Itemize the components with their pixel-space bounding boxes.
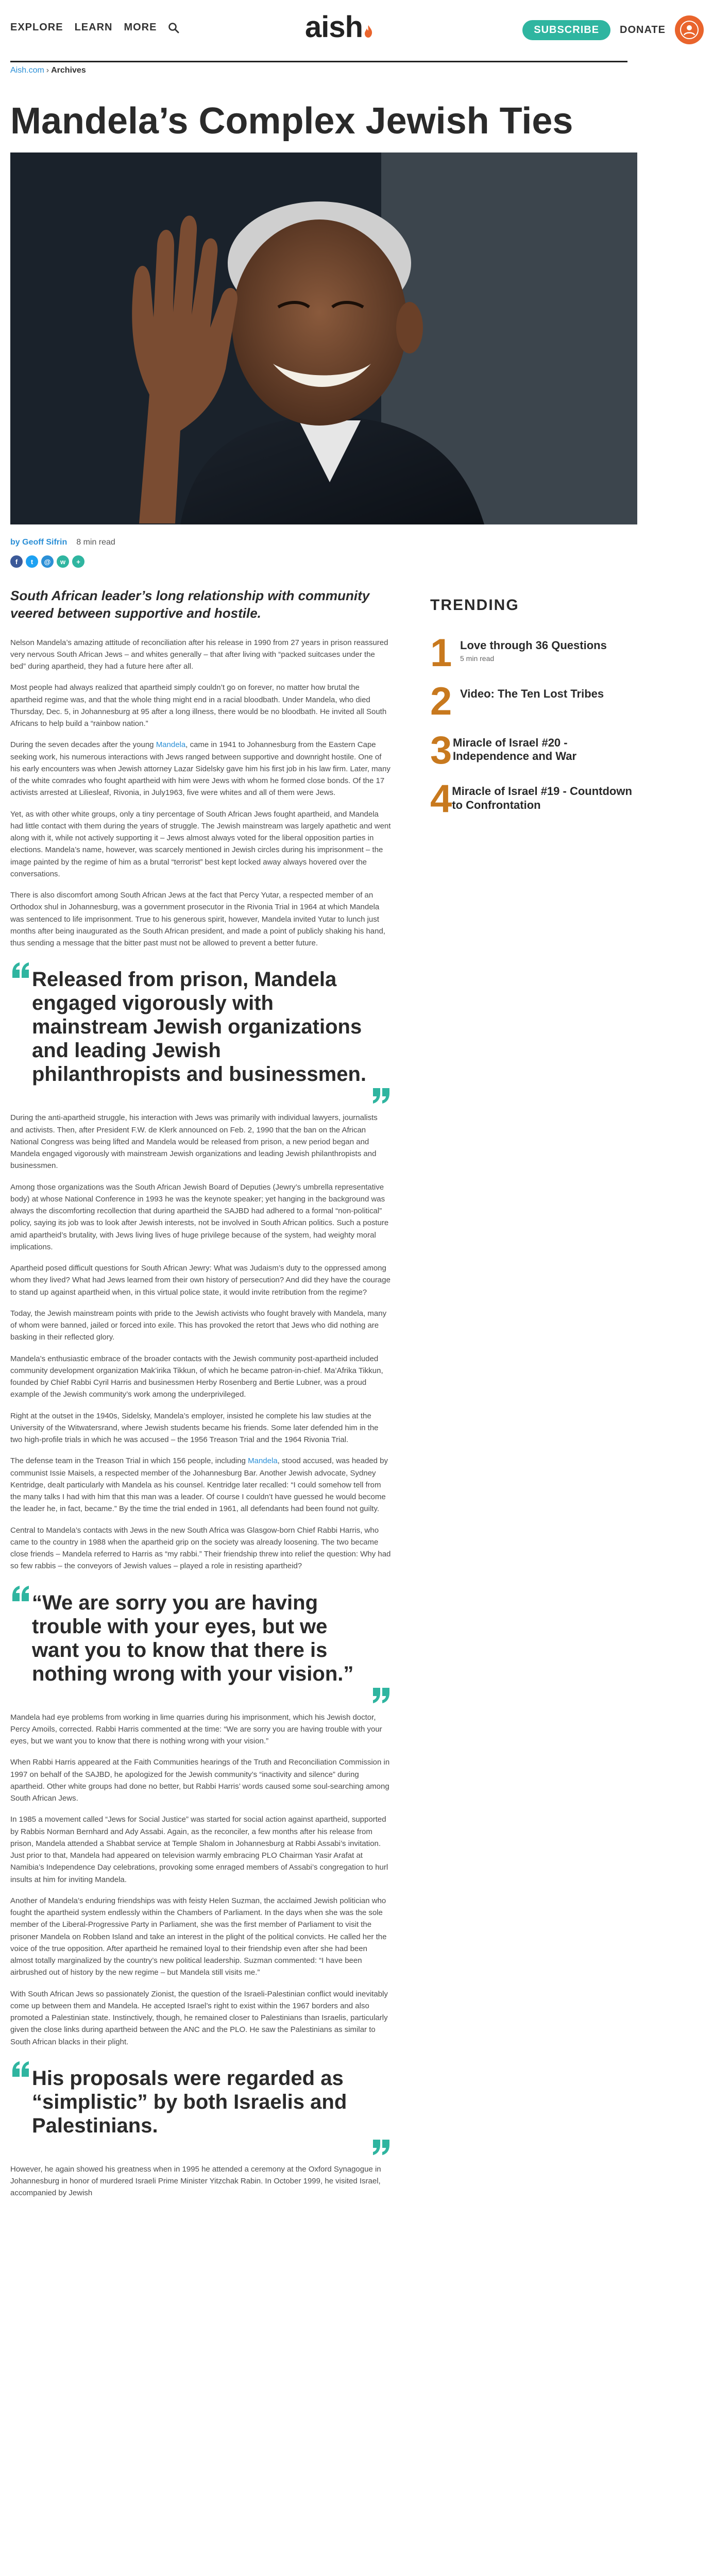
paragraph: Mandela’s enthusiastic embrace of the broader contacts with the Jewish community post-apartheid included community development organization Mak’irika Tikkun, of which he became patron-in-chief. Ma’Afrika Tikkun, founded by Chief Rabbi Cyril Harris and businessmen Herby Rosenberg and Bertie Lubner, was a proud example of the Jewish community’s work among the underprivileged. bbox=[10, 1354, 383, 1399]
trending-number: 2 bbox=[430, 680, 452, 724]
site-logo[interactable] bbox=[280, 11, 398, 42]
header-actions bbox=[522, 15, 704, 44]
share-buttons bbox=[10, 555, 84, 568]
quote-close-icon bbox=[371, 1085, 392, 1106]
paragraph: In 1985 a movement called “Jews for Social Justice” was started for social action against apartheid, supported by Rabbis Norman Bernhard and Ady Assabi. Again, as the reconciler, a few months after his release from prison, Mandela attended a Shabbat service at Temple Shalom in Johannesburg at Rabbi Assabi’s invitation. Just prior to that, Mandela had appeared on television warmly embracing PLO Chairman Yasir Arafat at Namibia’s Independence Day celebrations, provoking some enraged members of Assabi’s congregation to hurl insults at him for inviting Mandela. bbox=[10, 1815, 388, 1884]
trending-sidebar bbox=[430, 597, 636, 831]
nav-learn[interactable]: LEARN bbox=[74, 22, 113, 33]
whatsapp-icon[interactable]: w bbox=[57, 555, 69, 568]
breadcrumb bbox=[10, 66, 86, 75]
header-divider bbox=[10, 61, 627, 62]
trending-body bbox=[460, 636, 607, 663]
paragraph: With South African Jews so passionately Zionist, the question of the Israeli-Palestinian conflict would inevitably come up between them and Mandela. He accepted Israel’s right to exist within the 1967 borders and also promoted a Palestinian state. Instinctively, though, he remained closer to Palestinians than Israelis, particularly given the close links during apartheid between the ANC and the PLO. He saw the Palestinians as similar to South African blacks in their plight. bbox=[10, 1989, 388, 2046]
quote-close-icon bbox=[371, 2137, 392, 2157]
paragraph: Mandela had eye problems from working in lime quarries during his imprisonment, which his Jewish doctor, Percy Amoils, corrected. Rabbi Harris commented at the time: “We are sorry you are having trouble with your eyes, but we want you to know that there is nothing wrong with your vision.” bbox=[10, 1713, 382, 1746]
trending-number: 3 bbox=[430, 728, 452, 772]
mandela-link[interactable]: Mandela bbox=[156, 740, 186, 750]
trending-item[interactable] bbox=[430, 680, 636, 724]
trending-item-title[interactable]: Miracle of Israel #19 - Countdown to Confrontation bbox=[452, 785, 632, 811]
breadcrumb-current[interactable]: Archives bbox=[51, 66, 86, 75]
author-link[interactable]: by Geoff Sifrin bbox=[10, 538, 67, 547]
paragraph bbox=[10, 739, 392, 799]
trending-number: 4 bbox=[430, 777, 452, 821]
hero-photo-illustration bbox=[10, 152, 637, 524]
search-icon[interactable] bbox=[168, 22, 179, 33]
paragraph-text: , stood accused, was headed by communist Issie Maisels, a respected member of the Johannesburg Bar. Another Jewish advocate, Sydney Kentridge, dealt particularly with Mandela as his counsel. Kentridge later recalled: “I could somehow tell from the many talks I had with him that this man was a leader. Of course I couldn’t have guessed he would become the leader he, in fact, became.” By the time the trial ended in 1961, all defendants had been found not guilty. bbox=[10, 1456, 388, 1514]
paragraph: Central to Mandela’s contacts with Jews in the new South Africa was Glasgow-born Chief Rabbi Harris, who came to the country in 1988 when the apartheid grip on the society was already loosening. The two became close friends – Mandela referred to Harris as “my rabbi.” Their friendship threw into relief the question: Why had so few rabbis – the conveyors of Jewish values – played a role in resisting apartheid? bbox=[10, 1526, 391, 1571]
trending-number: 1 bbox=[430, 631, 452, 675]
paragraph-text: The defense team in the Treason Trial in which 156 people, including bbox=[10, 1456, 248, 1466]
pull-quote-text: His proposals were regarded as “simplistic” by both Israelis and Palestinians. bbox=[32, 2066, 347, 2137]
trending-body bbox=[460, 684, 604, 701]
paragraph: When Rabbi Harris appeared at the Faith Communities hearings of the Truth and Reconciliation Commission in 1997 on behalf of the SAJBD, he apologized for the Jewish community’s “inactivity and silence” during apartheid. Other white groups had done no better, but Rabbi Harris’ words caused some soul-searching among South African Jews. bbox=[10, 1758, 390, 1803]
subscribe-button[interactable]: SUBSCRIBE bbox=[522, 20, 610, 40]
flame-icon bbox=[364, 25, 373, 38]
site-header bbox=[0, 0, 713, 52]
nav-explore[interactable]: EXPLORE bbox=[10, 22, 63, 33]
paragraph: Today, the Jewish mainstream points with pride to the Jewish activists who fought bravely with Mandela, many of whom were banned, jailed or forced into exile. This has provoked the retort that Jews who did nothing are basking in their reflected glory. bbox=[10, 1309, 387, 1342]
byline bbox=[10, 538, 115, 547]
quote-open-icon bbox=[10, 1584, 31, 1604]
paragraph bbox=[10, 1455, 392, 1515]
pull-quote bbox=[10, 1584, 392, 1693]
paragraph: Among those organizations was the South African Jewish Board of Deputies (Jewry’s umbrella representative body) at whose National Conference in 1993 he was the keynote speaker; yet hanging in the background was always the discomforting recollection that during apartheid the SAJBD had adhered to a formal “non-political” policy, saying its job was to look after Jewish interests, not be involved in South African politics. Such a posture amid apartheid’s brutality, with Jews living lives of huge privilege because of the system, had weighty moral implications. bbox=[10, 1182, 389, 1251]
hero-image bbox=[10, 152, 637, 524]
pull-quote bbox=[10, 960, 392, 1093]
quote-close-icon bbox=[371, 1685, 392, 1705]
twitter-icon[interactable]: t bbox=[26, 555, 38, 568]
trending-item[interactable] bbox=[430, 728, 636, 772]
paragraph: Apartheid posed difficult questions for South African Jewry: What was Judaism’s duty to the oppressed among whom they lived? What had Jews learned from their own history of persecution? And did they have the courage to stand up against apartheid when, in this virtual police state, it would invite retribution from the regime? bbox=[10, 1264, 391, 1297]
nav-more[interactable]: MORE bbox=[124, 22, 157, 33]
breadcrumb-home[interactable]: Aish.com bbox=[10, 66, 44, 75]
trending-item[interactable] bbox=[430, 631, 636, 675]
quote-open-icon bbox=[10, 2059, 31, 2080]
paragraph-text: , came in 1941 to Johannesburg from the Eastern Cape seeking work, his numerous interactions with Jews ranged between supportive and downright hostile. One of his early encounters was when Jewish attorney Lazar Sidelsky gave him his first job in his law firm. Later, many of the white comrades who fought apartheid with him were Jews with whom he formed close bonds. Of the 17 activists arrested at Liliesleaf, Rivonia, in July1963, five were whites and all of them were Jews. bbox=[10, 740, 391, 798]
paragraph: Another of Mandela’s enduring friendships was with feisty Helen Suzman, the acclaimed Jewish politician who fought the apartheid system endlessly within the Chambers of Parliament. In the days when she was the sole member of the Liberal-Progressive Party in Parliament, she was the first member of Parliament to visit the prisoner Mandela on Robben Island and take an interest in the plight of the political convicts. He called her the voice of the true opposition. After apartheid he remained loyal to their friendship even after she had been almost totally marginalized by the country’s new political leadership. Suzman commented: “I have been airbrushed out of history by the new regime – but Mandela still visits me.” bbox=[10, 1896, 387, 1977]
trending-item-title[interactable]: Miracle of Israel #20 - Independence and War bbox=[453, 736, 577, 763]
logo-text: aish bbox=[304, 10, 363, 44]
donate-link[interactable]: DONATE bbox=[620, 24, 666, 36]
mandela-link[interactable]: Mandela bbox=[248, 1456, 278, 1466]
pull-quote-text: Released from prison, Mandela engaged vigorously with mainstream Jewish organizations and leading Jewish philanthropists and businessmen. bbox=[32, 968, 366, 1086]
paragraph: Nelson Mandela’s amazing attitude of reconciliation after his release in 1990 from 27 years in prison reassured very nervous South African Jews – and whites generally – that after living with “packed suitcases under the bed” during apartheid, they had a future here after all. bbox=[10, 638, 388, 671]
quote-open-icon bbox=[10, 960, 31, 981]
trending-item[interactable] bbox=[430, 777, 636, 821]
trending-title: TRENDING bbox=[430, 597, 519, 614]
trending-item-title[interactable]: Video: The Ten Lost Tribes bbox=[460, 687, 604, 701]
page-title: Mandela’s Complex Jewish Ties bbox=[10, 100, 573, 142]
pull-quote-text: “We are sorry you are having trouble with your eyes, but we want you to know that there is nothing wrong with your vision.” bbox=[32, 1591, 354, 1685]
paragraph-text: During the seven decades after the young bbox=[10, 740, 156, 750]
trending-item-title[interactable]: Love through 36 Questions bbox=[460, 639, 607, 652]
paragraph: However, he again showed his greatness when in 1995 he attended a ceremony at the Oxford Synagogue in Johannesburg in honor of murdered Israeli Prime Minister Yitzchak Rabin. In October 1999, he visited Israel, accompanied by Jewish bbox=[10, 2164, 381, 2198]
paragraph: During the anti-apartheid struggle, his interaction with Jews was primarily with individual lawyers, journalists and activists. Then, after President F.W. de Klerk announced on Feb. 2, 1990 that the ban on the African National Congress was being lifted and Mandela would be released from prison, a new period began and Mandela engaged vigorously with mainstream Jewish organizations and leading Jewish philanthropists and businessmen. bbox=[10, 1113, 378, 1171]
pull-quote bbox=[10, 2059, 392, 2145]
article-subtitle: South African leader’s long relationship with community veered between supportive and hostile. bbox=[10, 588, 370, 621]
read-time: 8 min read bbox=[76, 538, 115, 547]
paragraph: Yet, as with other white groups, only a tiny percentage of South African Jews fought apartheid, and Mandela had little contact with them during the years of struggle. The Jewish mainstream was largely apathetic and went along with it, while not actively supporting it – Jews almost always voted for the liberal opposition parties in elections. Mandela’s name, however, was scarcely mentioned in Jewish circles during his imprisonment – the image painted by the regime of him as a brutal “terrorist” best kept locked away always hovered over the conversations. bbox=[10, 809, 391, 878]
paragraph: Most people had always realized that apartheid simply couldn’t go on forever, no matter how brutal the apartheid regime was, and that the whole thing might end in a racial bloodbath. Under Mandela, who died Thursday, Dec. 5, in Johannesburg at 95 after a long illness, there would be no bloodbath. He invited all South Africans to help build a “rainbow nation.” bbox=[10, 683, 387, 728]
share-icon[interactable]: + bbox=[72, 555, 84, 568]
email-icon[interactable]: @ bbox=[41, 555, 54, 568]
avatar[interactable] bbox=[675, 15, 704, 44]
main-nav bbox=[10, 22, 179, 33]
paragraph: There is also discomfort among South African Jews at the fact that Percy Yutar, a respected member of an Orthodox shul in Johannesburg, was a government prosecutor in the Rivonia Trial in 1964 at which Mandela was sentenced to life imprisonment. True to his generous spirit, however, Mandela invited Yutar to lunch just months after being inaugurated as the South African president, and made a point of publicly shaking his hand, thus sending a message that the bitter past must not be allowed to prevent a better future. bbox=[10, 891, 385, 948]
trending-body bbox=[453, 733, 636, 764]
facebook-icon[interactable]: f bbox=[10, 555, 23, 568]
trending-body bbox=[452, 782, 636, 812]
article-body bbox=[10, 587, 392, 2209]
paragraph: Right at the outset in the 1940s, Sidelsky, Mandela’s employer, insisted he complete his law studies at the University of the Witwatersrand, where Jewish students became his friends. Some later defended him in the two high-profile trials in which he was accused – the 1956 Treason Trial and the 1964 Rivonia Trial. bbox=[10, 1411, 379, 1445]
breadcrumb-separator: › bbox=[46, 66, 49, 75]
trending-item-meta: 5 min read bbox=[460, 654, 495, 663]
